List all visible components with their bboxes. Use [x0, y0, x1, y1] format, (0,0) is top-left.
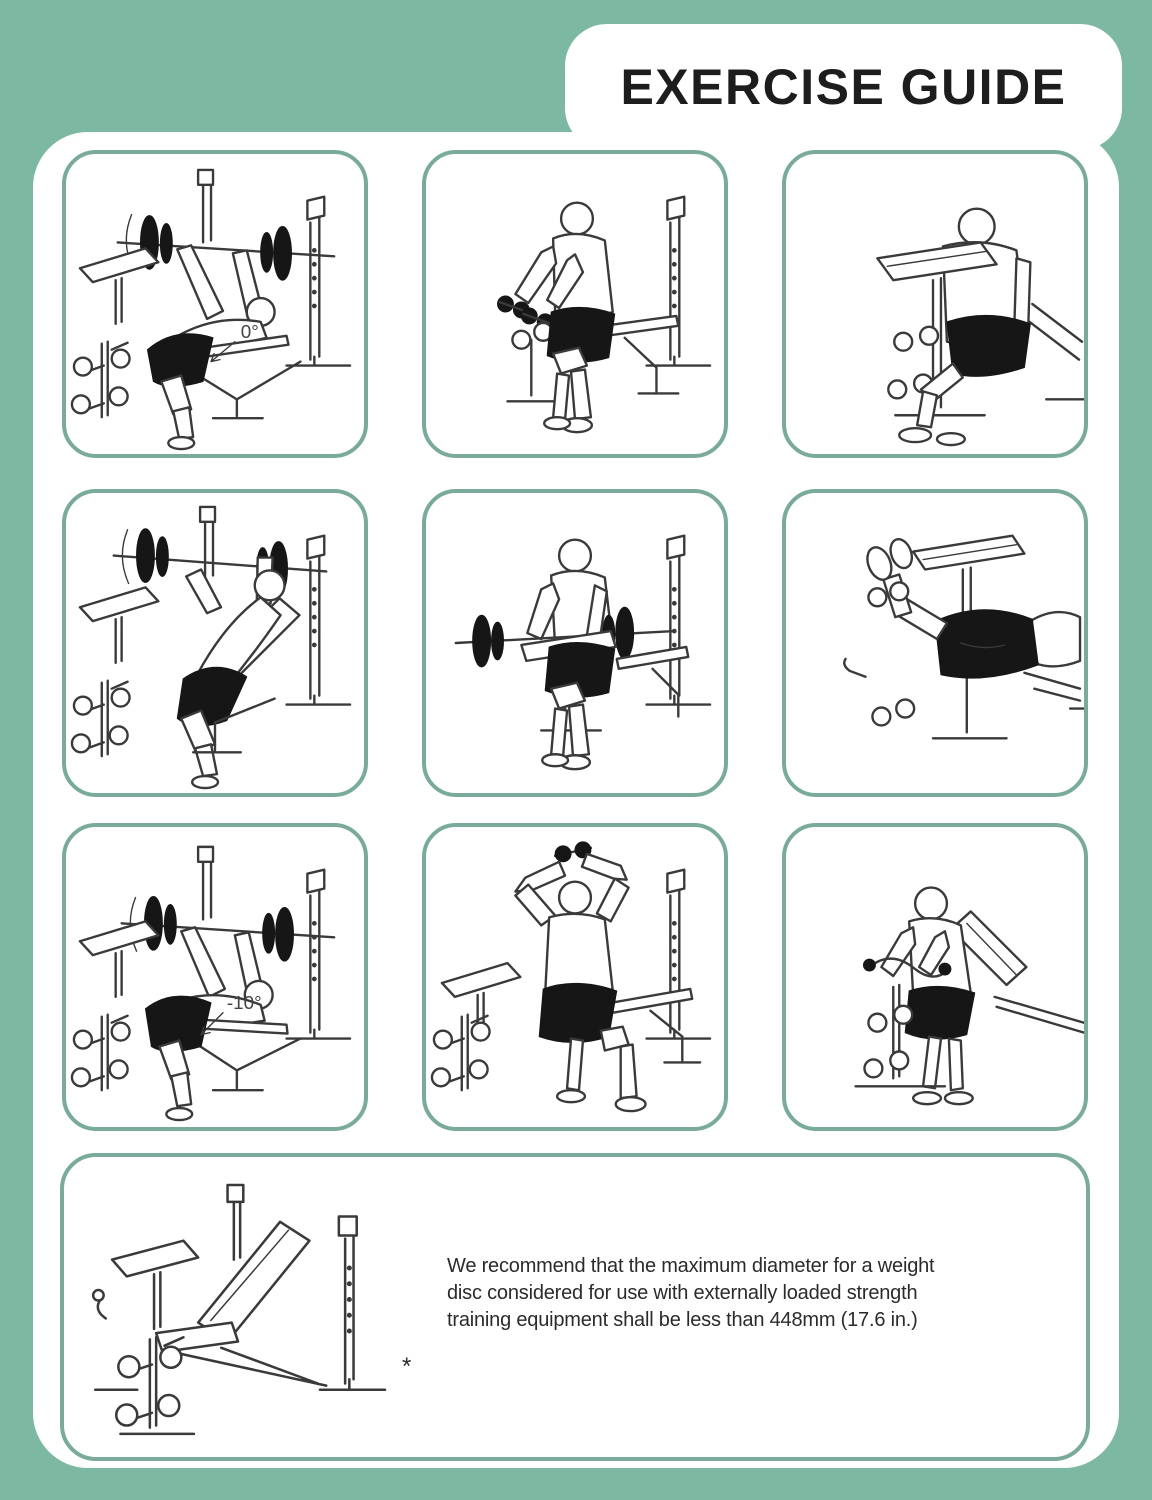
weight-bench-illustration — [74, 1163, 442, 1457]
footnote-line-1: We recommend that the maximum diameter for a weight — [447, 1255, 935, 1277]
exercise-panel-seated-leg-curl — [782, 150, 1088, 458]
angle-label: 0° — [240, 320, 259, 342]
exercise-panel-barbell-preacher-curl — [422, 489, 728, 797]
exercise-panel-incline-bench-press — [62, 489, 368, 797]
seated-dumbbell-preacher-curl-illustration — [426, 154, 724, 454]
footnote-marker: * — [402, 1353, 412, 1380]
footnote-line-2: disc considered for use with externally loaded strength — [447, 1282, 918, 1304]
page-title: EXERCISE GUIDE — [620, 59, 1067, 115]
footnote-panel — [60, 1153, 1090, 1461]
angle-label: -10° — [226, 991, 262, 1013]
footnote-text — [447, 1253, 1067, 1334]
seated-leg-curl-rear-view-illustration — [786, 154, 1084, 454]
incline-bench-press-illustration — [66, 493, 364, 793]
seated-overhead-triceps-extension-illustration — [426, 827, 724, 1127]
footnote-line-3: training equipment shall be less than 448mm (17.6 in.) — [447, 1309, 918, 1331]
seated-barbell-preacher-curl-illustration — [426, 493, 724, 793]
decline-bench-press-illustration — [66, 827, 364, 1127]
exercise-panel-overhead-triceps — [422, 823, 728, 1131]
exercise-panel-seated-dumbbell-curl — [422, 150, 728, 458]
lying-leg-curl-illustration — [786, 493, 1084, 793]
exercise-panel-curl-attachment — [782, 823, 1088, 1131]
flat-bench-press-illustration — [66, 154, 364, 454]
seated-biceps-curl-attachment-illustration — [786, 827, 1084, 1127]
exercise-panel-lying-leg-curl — [782, 489, 1088, 797]
exercise-panel-decline-bench-press — [62, 823, 368, 1131]
exercise-panel-flat-bench-press — [62, 150, 368, 458]
